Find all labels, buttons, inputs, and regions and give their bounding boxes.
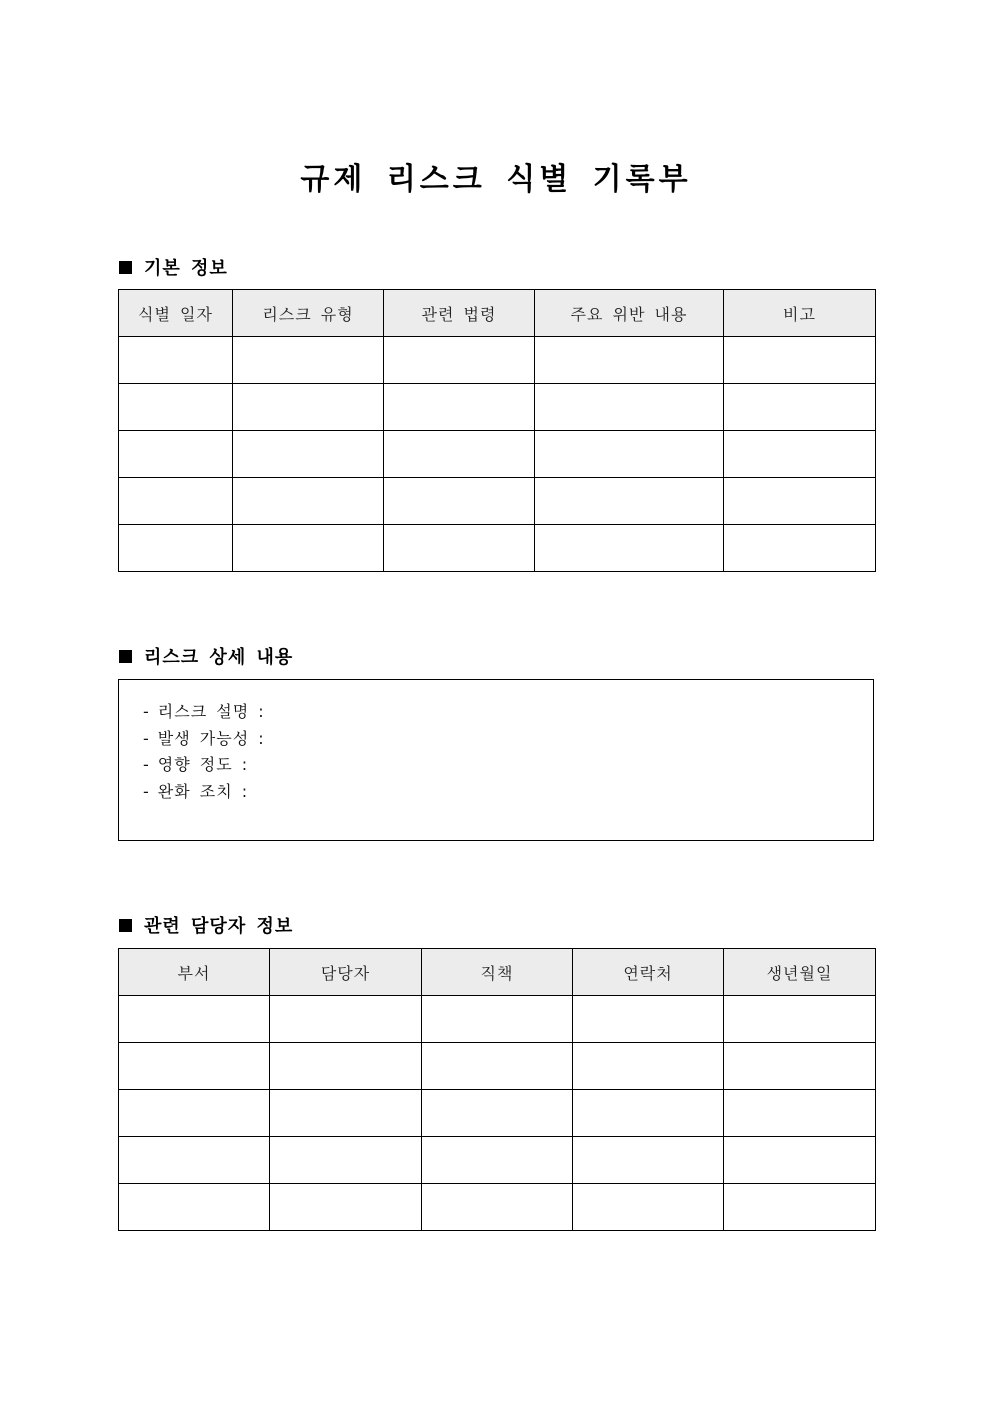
black-square-bullet-icon [119, 650, 132, 663]
table-row [119, 1090, 876, 1137]
column-header-related-law: 관련 법령 [384, 290, 535, 337]
table-cell[interactable] [422, 996, 573, 1043]
table-cell[interactable] [119, 1184, 270, 1231]
table-cell[interactable] [233, 337, 384, 384]
table-cell[interactable] [724, 996, 876, 1043]
table-row [119, 1184, 876, 1231]
table-cell[interactable] [270, 1184, 422, 1231]
table-cell[interactable] [384, 337, 535, 384]
dash-bullet: - [143, 782, 150, 802]
section-heading-label: 기본 정보 [144, 258, 228, 279]
table-cell[interactable] [573, 1043, 724, 1090]
table-cell[interactable] [724, 478, 876, 525]
table-cell[interactable] [384, 384, 535, 431]
dash-bullet: - [143, 728, 150, 748]
table-cell[interactable] [119, 384, 233, 431]
table-row [119, 1137, 876, 1184]
column-header-contact: 연락처 [573, 949, 724, 996]
column-header-department: 부서 [119, 949, 270, 996]
table-cell[interactable] [422, 1184, 573, 1231]
table-cell[interactable] [724, 1184, 876, 1231]
risk-detail-label: 발생 가능성 : [157, 728, 265, 748]
table-cell[interactable] [724, 431, 876, 478]
column-header-main-violation: 주요 위반 내용 [535, 290, 724, 337]
table-cell[interactable] [384, 431, 535, 478]
table-header-row [119, 949, 876, 996]
basic-info-table [118, 289, 876, 572]
table-cell[interactable] [724, 1090, 876, 1137]
risk-detail-item-mitigation[interactable] [143, 779, 265, 806]
table-row [119, 337, 876, 384]
table-cell[interactable] [724, 384, 876, 431]
risk-details-list [143, 699, 265, 806]
dash-bullet: - [143, 702, 150, 721]
document-title: 규제 리스크 식별 기록부 [300, 162, 692, 198]
risk-detail-label: 리스크 설명 : [157, 702, 265, 721]
contacts-table [118, 948, 876, 1231]
column-header-position: 직책 [422, 949, 573, 996]
table-cell[interactable] [573, 1090, 724, 1137]
table-row [119, 384, 876, 431]
section-heading-label: 리스크 상세 내용 [144, 647, 294, 668]
table-cell[interactable] [724, 1137, 876, 1184]
table-cell[interactable] [535, 431, 724, 478]
table-cell[interactable] [724, 525, 876, 572]
section-heading-contacts [119, 912, 293, 938]
column-header-remarks: 비고 [724, 290, 876, 337]
table-cell[interactable] [119, 478, 233, 525]
table-cell[interactable] [119, 431, 233, 478]
table-cell[interactable] [233, 384, 384, 431]
table-cell[interactable] [535, 384, 724, 431]
column-header-person-in-charge: 담당자 [270, 949, 422, 996]
table-cell[interactable] [233, 478, 384, 525]
table-cell[interactable] [119, 996, 270, 1043]
table-row [119, 478, 876, 525]
table-cell[interactable] [535, 337, 724, 384]
table-cell[interactable] [724, 337, 876, 384]
table-cell[interactable] [270, 996, 422, 1043]
risk-detail-label: 영향 정도 : [157, 755, 249, 775]
table-cell[interactable] [119, 337, 233, 384]
risk-detail-item-likelihood[interactable] [143, 726, 265, 753]
section-heading-risk-details [119, 643, 293, 669]
column-header-risk-type: 리스크 유형 [233, 290, 384, 337]
table-cell[interactable] [422, 1137, 573, 1184]
table-cell[interactable] [724, 1043, 876, 1090]
table-cell[interactable] [233, 525, 384, 572]
table-row [119, 1043, 876, 1090]
section-heading-basic-info [119, 254, 228, 280]
black-square-bullet-icon [119, 261, 132, 274]
risk-details-box [118, 679, 874, 841]
table-cell[interactable] [233, 431, 384, 478]
column-header-birthdate: 생년월일 [724, 949, 876, 996]
risk-detail-label: 완화 조치 : [157, 782, 249, 802]
table-header-row [119, 290, 876, 337]
table-cell[interactable] [422, 1043, 573, 1090]
table-cell[interactable] [270, 1137, 422, 1184]
section-heading-label: 관련 담당자 정보 [144, 916, 294, 937]
risk-detail-item-description[interactable] [143, 699, 265, 726]
table-cell[interactable] [535, 525, 724, 572]
table-cell[interactable] [573, 996, 724, 1043]
table-cell[interactable] [384, 478, 535, 525]
black-square-bullet-icon [119, 919, 132, 932]
table-cell[interactable] [270, 1090, 422, 1137]
table-row [119, 525, 876, 572]
table-cell[interactable] [422, 1090, 573, 1137]
column-header-identification-date: 식별 일자 [119, 290, 233, 337]
table-cell[interactable] [535, 478, 724, 525]
table-cell[interactable] [119, 1043, 270, 1090]
table-cell[interactable] [573, 1137, 724, 1184]
table-row [119, 996, 876, 1043]
table-cell[interactable] [119, 525, 233, 572]
table-row [119, 431, 876, 478]
table-cell[interactable] [384, 525, 535, 572]
table-cell[interactable] [270, 1043, 422, 1090]
dash-bullet: - [143, 755, 150, 775]
table-cell[interactable] [119, 1090, 270, 1137]
table-cell[interactable] [119, 1137, 270, 1184]
table-cell[interactable] [573, 1184, 724, 1231]
risk-detail-item-impact[interactable] [143, 752, 265, 779]
